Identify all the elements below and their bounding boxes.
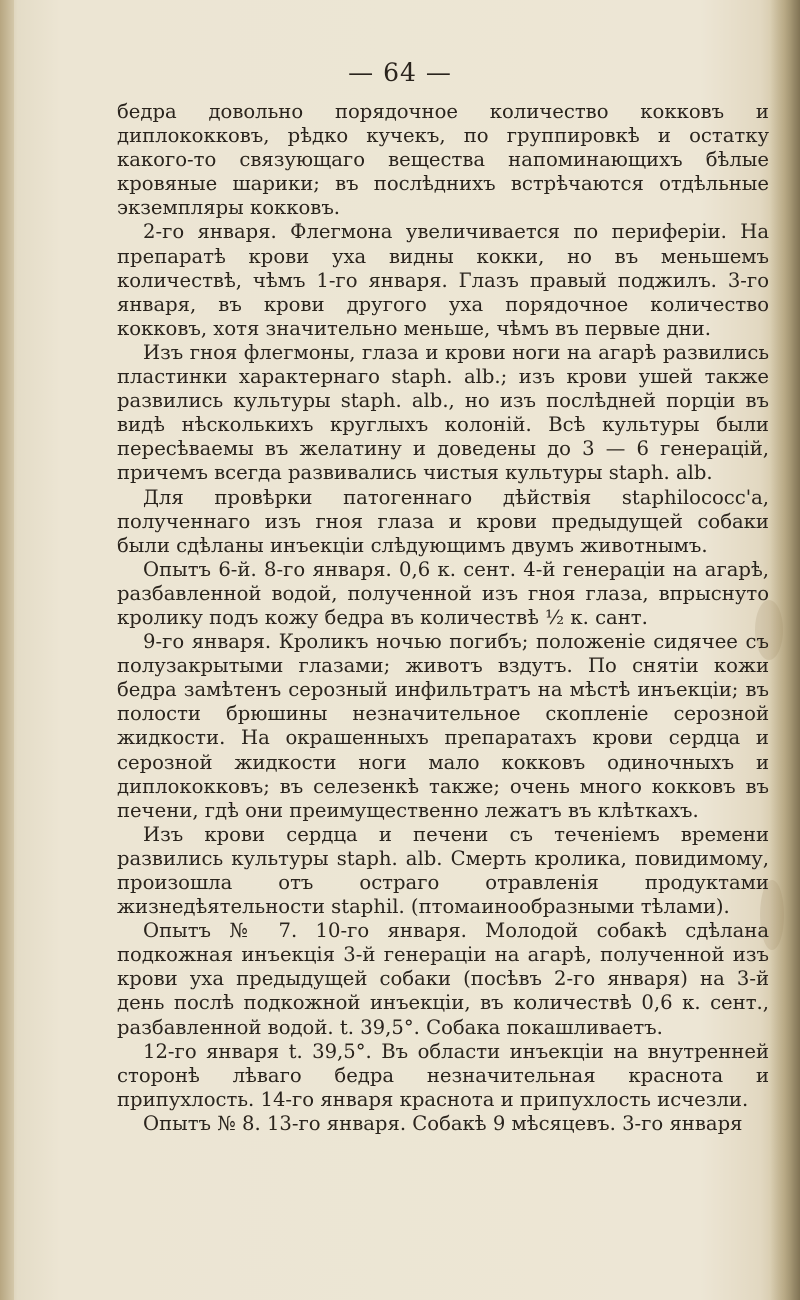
page-left-edge-shadow [0, 0, 14, 1300]
paragraph: 9-го января. Кроликъ ночью погибъ; положеніе сидячее съ полузакрытыми глазами; животъ вздутъ. По снятіи кожи бедра замѣтенъ серозный инфильтратъ на мѣстѣ инъекціи; въ полости брюшины незначительное скопленіе серозной жидкости. На окрашенныхъ препаратахъ крови сердца и серозной жидкости ноги мало кокковъ одиночныхъ и диплококковъ; въ селезенкѣ также; очень много кокковъ въ печени, гдѣ они преимущественно лежатъ въ клѣткахъ. [117, 630, 769, 822]
paragraph: Опытъ 6-й. 8-го января. 0,6 к. сент. 4-й генераціи на агарѣ, разбавленной водой, полученной изъ гноя глаза, впрыснуто кролику подъ кожу бедра въ количествѣ ½ к. сант. [117, 557, 769, 629]
page-number: — 64 — [348, 58, 452, 87]
paragraph: Изъ гноя флегмоны, глаза и крови ноги на агарѣ развились пластинки характернаго staph. alb.; изъ крови ушей также развились культуры staph. alb., но изъ послѣдней порціи въ видѣ нѣсколькихъ круглыхъ колоній. Всѣ культуры были пересѣваемы въ желатину и доведены до 3 — 6 генерацій, причемъ всегда развивались чистыя культуры staph. alb. [117, 340, 769, 485]
paragraph: бедра довольно порядочное количество кокковъ и диплококковъ, рѣдко кучекъ, по группировкѣ и остатку какого-то связующаго вещества напоминающихъ бѣлые кровяные шарики; въ послѣднихъ встрѣчаются отдѣльные экземпляры кокковъ. [117, 100, 769, 220]
paragraph: Изъ крови сердца и печени съ теченіемъ времени развились культуры staph. alb. Смерть кролика, повидимому, произошла отъ остраго отравленія продуктами жизнедѣятельности staphil. (птомаинообразными тѣлами). [117, 822, 769, 919]
paragraph: Для провѣрки патогеннаго дѣйствія staphilococc'a, полученнаго изъ гноя глаза и крови предыдущей собаки были сдѣланы инъекціи слѣдующимъ двумъ животнымъ. [117, 485, 769, 557]
paragraph: Опытъ № 7. 10-го января. Молодой собакѣ сдѣлана подкожная инъекція 3-й генераціи на агарѣ, полученной изъ крови уха предыдущей собаки (посѣвъ 2-го января) на 3-й день послѣ подкожной инъекціи, въ количествѣ 0,6 к. сент., разбавленной водой. t. 39,5°. Собака покашливаетъ. [117, 919, 769, 1039]
paragraph: Опытъ № 8. 13-го января. Собакѣ 9 мѣсяцевъ. 3-го января [143, 1111, 743, 1135]
body-text [117, 100, 769, 1136]
paragraph: 2-го января. Флегмона увеличивается по периферіи. На препаратѣ крови уха видны кокки, но въ меньшемъ количествѣ, чѣмъ 1-го января. Глазъ правый поджилъ. 3-го января, въ крови другого уха порядочное количество кокковъ, хотя значительно меньше, чѣмъ въ первые дни. [117, 220, 769, 340]
paragraph: 12-го января t. 39,5°. Въ области инъекціи на внутренней сторонѣ лѣваго бедра незначительная краснота и припухлость. 14-го января краснота и припухлость исчезли. [117, 1039, 769, 1111]
